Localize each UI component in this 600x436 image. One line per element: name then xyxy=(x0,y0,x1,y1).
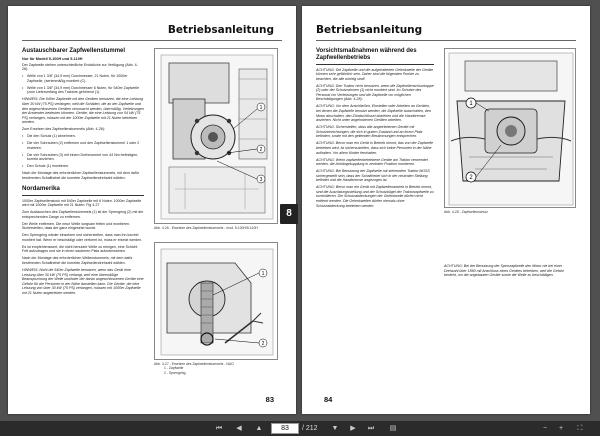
callout-2: 2 xyxy=(259,147,263,153)
callout-3: 3 xyxy=(259,177,263,183)
caption-4-27-title: Abb. 4-27 - Ersetzen des Zapfwellenstummels - NAO xyxy=(154,362,234,366)
section-rule xyxy=(316,64,434,65)
left-text-column xyxy=(22,48,144,298)
warning-8: ACHTUNG: Bevor man ein Gerät mit Zapfwellenantrieb in Betrieb nimmt, sind die Ausrüstungsstellung und der Schutzbügel der Traktorzapfwelle zu kontrollieren. Die Schutzabdeckungen der Gelenkwelle dürfen nicht entfernt werden. Die Gelenkwellen dürfen niemals ohne Schutzabdeckung betrieben werden. xyxy=(316,185,434,208)
step-1: • Die den Schutz (1) abnehmen. xyxy=(22,134,144,139)
bullet-2: • Welle von 1 3/8" (34,9 mm) Durchmesser 6 Nuten, für 540er Zapfwelle (zum Lieferumfang des Traktors gehörend (1). xyxy=(22,86,144,95)
callout-1: 1 xyxy=(469,101,473,107)
warning-note-2: HINWEIS: Nicht die 540er Zapfwelle benutzen, wenn das Gerät eine Leistung über 30 kW (75 PS) verlangt, weil eine übermäßige Beanspruchung der Welle und/oder der daran angeschlossenen Geräte eine Gefahr für die Personen in der Nähe darstellen kann. Die Geräte, die eine Leistung von über 30 kW (75 PS) verlangen, müssen mit 1000er Zapfwelle mit 21 Nuten angetrieben werden. xyxy=(22,268,144,296)
right-text-column xyxy=(316,48,434,211)
page-header: Betriebsanleitung xyxy=(167,24,274,36)
figure-4-26 xyxy=(154,48,278,224)
page-number-input[interactable] xyxy=(271,423,299,434)
step-2: • Die vier Schrauben (2) entfernen und den Zapfwellenstummel 1 oder 2 ersetzen. xyxy=(22,141,144,150)
side-warning: ACHTUNG: Bei der Benutzung der Sperrzapfwelle den Motor nie bei einer Drehzahl über 1890 mit Anschluss eines Gerätes betreiben, weil die Gefahr besteht, um die angebauten Geräte sowie die Welle zu beschädigen. xyxy=(444,264,564,278)
page-view-icon[interactable]: ▤ xyxy=(389,425,397,432)
header-rule xyxy=(316,40,576,41)
warning-note-1: HINWEIS: Die 540er Zapfwelle mit den Geräten benutzen, die eine Leistung über 30 kW (75 PS) verlangen, weil die Schäden, die an der Zapfwelle und den angeschlossenen Geräten verursacht werden, übermäßig. Verletzungen der Anwender bedeuten könnten. Geräte, die eine Leistung von 54 kW (75 PS) verlangen, müssen mit der 1000er Zapfwelle mit 21 Nuten betrieben werden. xyxy=(22,97,144,125)
section-title: Austauschbarer Zapfwellenstummel xyxy=(22,48,126,54)
subhead-nordamerika: Nordamerika xyxy=(22,184,60,192)
prev-page-icon[interactable]: ◀ xyxy=(236,425,242,432)
caption-4-27-item-2: 2 - Sprengring xyxy=(164,370,186,375)
caption-4-27-item-1: 1 - Zapfwelle xyxy=(164,366,184,371)
after-steps-text: Nach der Montage des erforderlichen Zapfwellenstummels, mit dem dafür bestimmten Schalthebel die korrekte Zapfwellendrehzahl wählen. xyxy=(22,171,140,180)
na-paragraph-3: Der Welle entfernen. Die neue Welle sorgsam fetten und montieren. Sicherstellen, dass der ganz eingesetzt wurde. xyxy=(22,221,130,231)
page-number: 83 xyxy=(265,395,274,404)
page-number: 84 xyxy=(324,395,333,404)
header-rule xyxy=(22,40,282,41)
warning-3: ACHTUNG: Vor dem Anschließen, Einstellen oder Arbeiten an Geräten, bei denen die Zapfwelle benutzt werden, die Zapfwelle ausschalten, den Motor abschalten, den Zündschlüssel abziehen und die Handbremse anziehen. Nicht unter angehobenen Geräten arbeiten. xyxy=(316,104,431,123)
na-paragraph-4: Den Sprengring wieder einsetzen und sicherstellen, dass man ihn korrekt montiert hat. Wenn er beschädigt oder verformt ist, muss er ersetzt werden. xyxy=(22,233,143,242)
na-paragraph-6: Nach der Montage des erforderlichen Wellenstummels, mit dem dafür bestimmten Schalthebel die korrekte Zapfwellendrehzahl wählen. xyxy=(22,256,133,266)
warning-1: ACHTUNG: Die Zapfwelle und die aufgehalterten Gelenkwelle der Geräte können sehr gefährlich sein. Daher sind die folgenden Punkte zu beachten, die alle wichtig sind! xyxy=(316,67,434,81)
na-paragraph-5: Es ist empfehlenswert, die nicht benutzte Welle zu reinigen, eine Schicht Fett aufzutragen und sie in einen sauberen Platz aufzubewahren. xyxy=(22,244,138,254)
pto-guard-illustration xyxy=(445,49,577,209)
page-left xyxy=(8,6,296,414)
step-3: • Die vier Schrauben (3) mit einem Drehmoment von 44 Nm befestigen, korrekt anziehen. xyxy=(22,153,144,162)
figure-4-27 xyxy=(154,242,278,360)
na-paragraph-1: 1000er Zapfwellenstock mit 540er Zapfwelle mit 6 Nuten. 1000er Zapfwelle wird mit 1000er Zapfwelle mit 21 Nuten. Fig 4-27 xyxy=(22,198,142,208)
pto-stub-illustration xyxy=(155,49,279,225)
first-page-icon[interactable]: ⏮ xyxy=(215,425,223,432)
bullet-1: • Welle von 1 3/8" (34,9 mm) Durchmesser, 21 Nuten, für 1000er Zapfwelle, (serienmäßig montiert (C). xyxy=(22,74,144,83)
figure-4-28 xyxy=(444,48,576,208)
fullscreen-icon[interactable]: ⛶ xyxy=(577,425,583,432)
warning-2: ACHTUNG: Den Traktor nicht benutzen, wenn die Zapfwellenschutzkappe (2) oder der Schutzrahmen (1) nicht montiert sind. Im Schutze des Personal vor Verletzungen und die Zapfwelle vor möglichen Beschädigungen (Abb. 4-28). xyxy=(316,83,434,102)
total-pages: / 212 xyxy=(302,425,318,432)
intro-text: Der Zapfwelle stehen unterschiedliche Endstücke zur Verfügung (Abb. 4-26): xyxy=(22,62,138,72)
section-subtitle: Nur für Modell 5-100H und 5-110H xyxy=(22,56,83,61)
last-page-icon[interactable]: ⏭ xyxy=(367,425,375,432)
viewer-toolbar xyxy=(0,421,600,436)
warning-4: ACHTUNG: Sicherstellen, dass alle angetriebenen Geräte mit Schutzeinrichtungen, die sich in gutem Zustand und an ihrem Platz befinden, sowie mit den geltenden Bestimmungen entsprechen. xyxy=(316,125,423,139)
chapter-tab: 8 xyxy=(280,204,298,224)
up-page-icon[interactable]: ▲ xyxy=(255,425,263,432)
down-page-icon[interactable]: ▼ xyxy=(331,425,339,432)
next-page-icon[interactable]: ▶ xyxy=(350,425,356,432)
warning-5: ACHTUNG: Bevor man ein Gerät in Betrieb nimmt, das von der Zapfwelle betrieben wird, ist sicherzustellen, dass sich keine Personen in der Nähe aufhalten. Vor allem Kinder fernhalten. xyxy=(316,141,434,155)
zoom-out-icon[interactable]: − xyxy=(542,425,548,432)
figure-4-27-caption xyxy=(154,362,278,375)
step-4: • Den Schutz (1) montieren. xyxy=(22,164,144,169)
na-paragraph-2: Zum Austauschen des Zapfwellenstummels (1) ist der Sprengring (2) mit der entsprechenden Zange zu entfernen. xyxy=(22,210,144,219)
subhead-rule xyxy=(22,195,144,196)
figure-4-28-caption: Abb. 4-28 - Zapfwellenschutz xyxy=(444,210,488,214)
callout-1: 1 xyxy=(259,105,263,111)
warning-6: ACHTUNG: Wenn zapfwellenbetriebene Geräte am Traktor verwendet werden, die Anhängekupplung in zentraler Position montieren. xyxy=(316,157,428,167)
page-right xyxy=(302,6,590,414)
page-header: Betriebsanleitung xyxy=(316,24,423,36)
callout-2: 2 xyxy=(469,175,473,181)
warning-7: ACHTUNG: Bei Benutzung der Zapfwelle mit stehendem Traktor MUSS sichergestellt sein, dass der Schalthebel sich in der neutralen Stellung befindet und die Handbremse angezogen ist. xyxy=(316,169,430,183)
figure-4-26-caption: Abb. 4-26 - Ersetzen des Zapfwellenstummels - mod. 5-100H/5-110H xyxy=(154,226,258,230)
steps-intro: Zum Ersetzen des Zapfwellenstummels (Abb. 4-26): xyxy=(22,127,105,132)
zoom-in-icon[interactable]: + xyxy=(558,425,564,432)
nao-pto-illustration xyxy=(155,243,279,361)
callout-shaft: 1 xyxy=(261,271,265,277)
section-title: Vorsichtsmaßnahmen während des Zapfwellenbetriebs xyxy=(316,48,417,61)
callout-ring: 2 xyxy=(261,341,265,347)
